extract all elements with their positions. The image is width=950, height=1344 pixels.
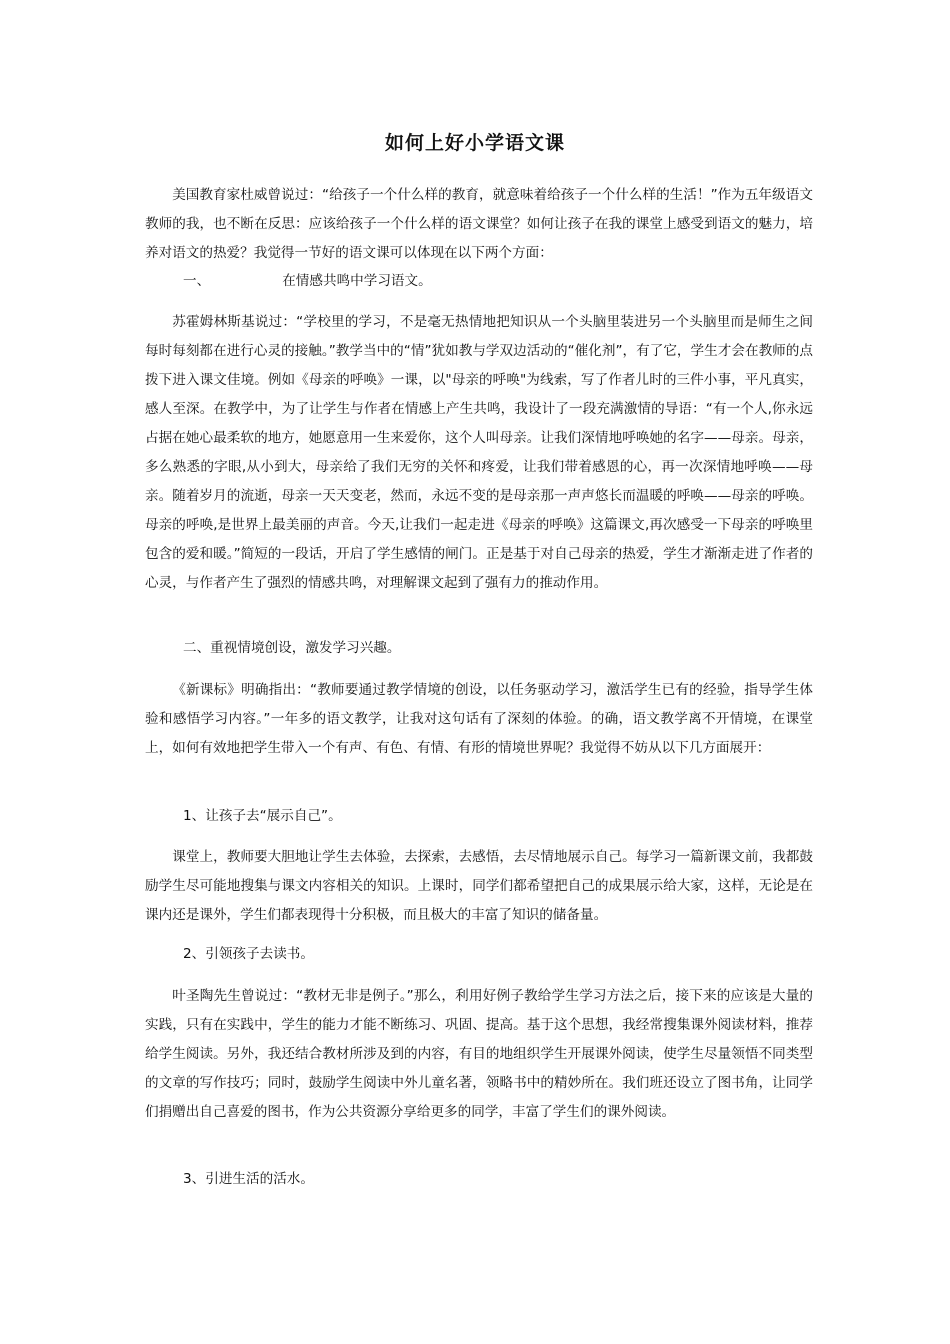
intro-paragraph: 美国教育家杜威曾说过：“给孩子一个什么样的教育，就意味着给孩子一个什么样的生活！”作为五年级语文教师的我，也不断在反思：应该给孩子一个什么样的语文课堂？如何让孩子在我的课堂上感受到语文的魅力，培养对语文的热爱？我觉得一节好的语文课可以体现在以下两个方面：: [145, 187, 813, 261]
section-1-heading: [183, 267, 432, 296]
item-1-paragraph: 课堂上，教师要大胆地让学生去体验，去探索，去感悟，去尽情地展示自己。每学习一篇新课文前，我都鼓励学生尽可能地搜集与课文内容相关的知识。上课时，同学们都希望把自己的成果展示给大家，这样，无论是在课内还是课外，学生们都表现得十分积极，而且极大的丰富了知识的储备量。: [145, 849, 813, 923]
section-2-paragraph: 《新课标》明确指出：“教师要通过教学情境的创设，以任务驱动学习，激活学生已有的经验，指导学生体验和感悟学习内容。”一年多的语文教学，让我对这句话有了深刻的体验。的确，语文教学离不开情境，在课堂上，如何有效地把学生带入一个有声、有色、有情、有形的情境世界呢？我觉得不妨从以下几方面展开：: [145, 682, 813, 756]
document-title: 如何上好小学语文课: [384, 132, 565, 154]
section-1-title: 在情感共鸣中学习语文。: [282, 273, 432, 289]
item-2-heading: 2、引领孩子去读书。: [183, 946, 314, 962]
section-2-heading: 二、重视情境创设，激发学习兴趣。: [183, 640, 401, 656]
item-1-heading: 1、让孩子去“展示自己”。: [183, 808, 342, 824]
item-3-heading: 3、引进生活的活水。: [183, 1171, 314, 1187]
section-1-paragraph: 苏霍姆林斯基说过：“学校里的学习，不是毫无热情地把知识从一个头脑里装进另一个头脑里而是师生之间每时每刻都在进行心灵的接触。”教学当中的“情”犹如教与学双边活动的“催化剂”，有了它，学生才会在教师的点拨下进入课文佳境。例如《母亲的呼唤》一课，以"母亲的呼唤"为线索，写了作者儿时的三件小事，平凡真实，感人至深。在教学中，为了让学生与作者在情感上产生共鸣，我设计了一段充满激情的导语：“有一个人,你永远占据在她心最柔软的地方，她愿意用一生来爱你，这个人叫母亲。让我们深情地呼唤她的名字——母亲。母亲，多么熟悉的字眼,从小到大，母亲给了我们无穷的关怀和疼爱，让我们带着感恩的心，再一次深情地呼唤——母亲。随着岁月的流逝，母亲一天天变老，然而，永远不变的是母亲那一声声悠长而温暖的呼唤——母亲的呼唤。母亲的呼唤,是世界上最美丽的声音。今天,让我们一起走进《母亲的呼唤》这篇课文,再次感受一下母亲的呼唤里包含的爱和暖。”简短的一段话，开启了学生感情的闸门。正是基于对自己母亲的热爱，学生才渐渐走进了作者的心灵，与作者产生了强烈的情感共鸣，对理解课文起到了强有力的推动作用。: [145, 314, 813, 591]
item-2-paragraph: 叶圣陶先生曾说过：“教材无非是例子。”那么，利用好例子教给学生学习方法之后，接下来的应该是大量的实践，只有在实践中，学生的能力才能不断练习、巩固、提高。基于这个思想，我经常搜集课外阅读材料，推荐给学生阅读。另外，我还结合教材所涉及到的内容，有目的地组织学生开展课外阅读，使学生尽量领悟不同类型的文章的写作技巧；同时，鼓励学生阅读中外儿童名著，领略书中的精妙所在。我们班还设立了图书角，让同学们捐赠出自己喜爱的图书，作为公共资源分享给更多的同学，丰富了学生们的课外阅读。: [145, 988, 813, 1120]
section-1-number: 一、: [183, 273, 211, 289]
